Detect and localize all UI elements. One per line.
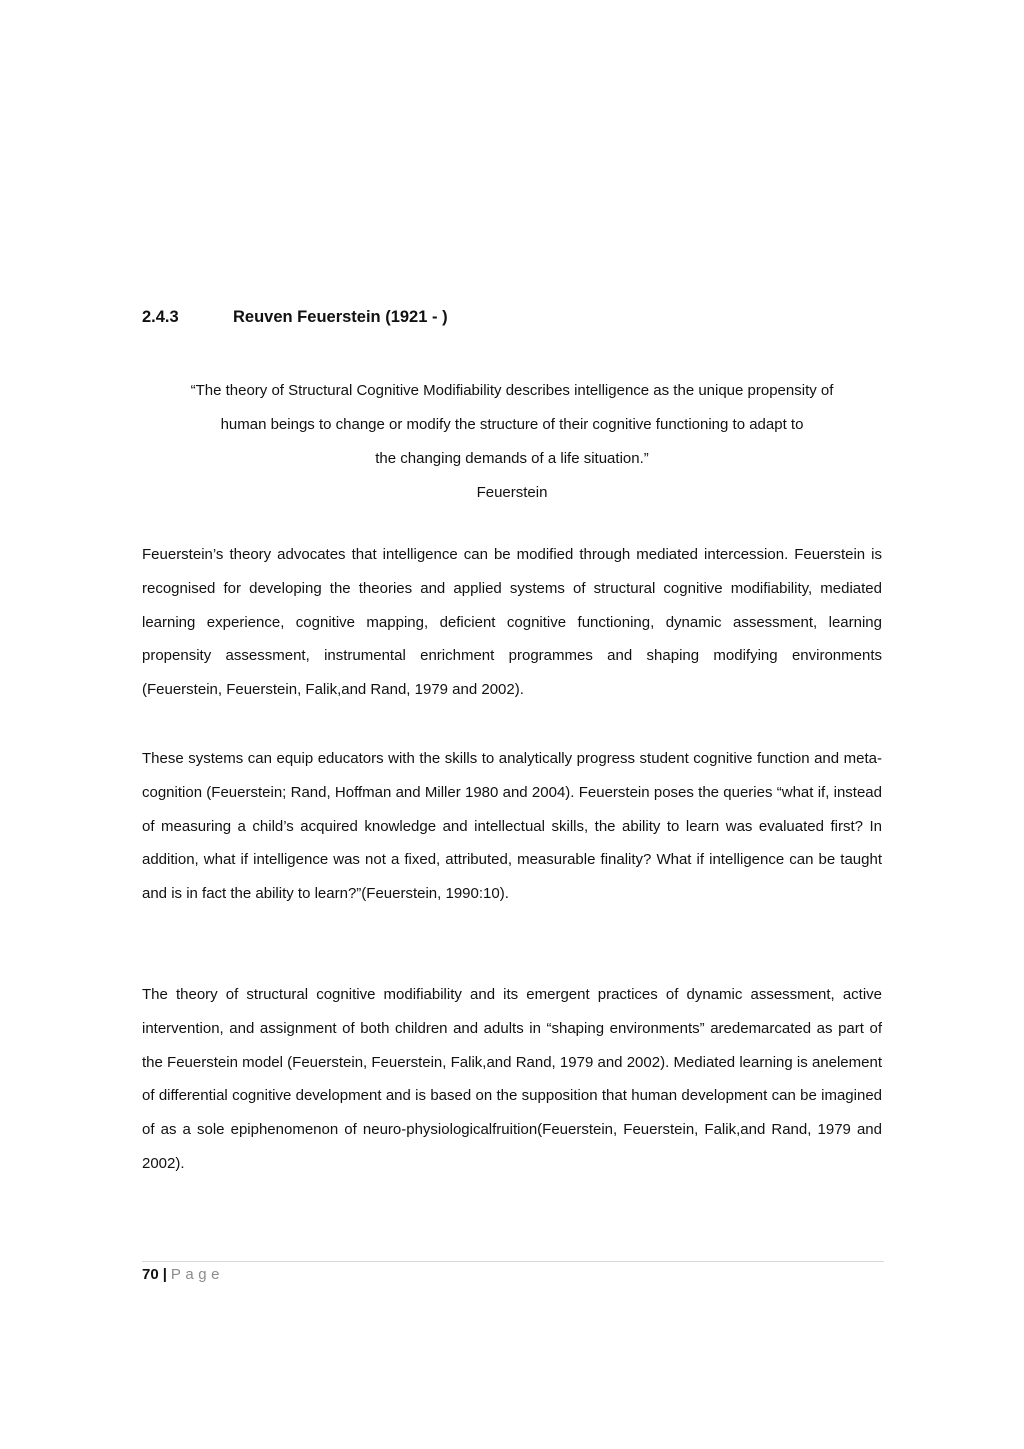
page-label: Page — [170, 1266, 224, 1283]
body-paragraph: Feuerstein’s theory advocates that intelligence can be modified through mediated intercession. Feuerstein is recognised for developing the theories and applied systems of structural cognitive modifiability, mediated learning experience, cognitive mapping, deficient cognitive functioning, dynamic assessment, learning propensity assessment, instrumental enrichment programmes and shaping modifying environments (Feuerstein, Feuerstein, Falik,and Rand, 1979 and 2002). — [142, 546, 882, 699]
quote-attribution: Feuerstein — [476, 484, 548, 501]
section-heading — [142, 308, 448, 327]
quote-line: human beings to change or modify the structure of their cognitive functioning to adapt to — [220, 416, 804, 433]
quote-line: “The theory of Structural Cognitive Modifiability describes intelligence as the unique propensity of — [190, 382, 834, 399]
quote-line: the changing demands of a life situation.” — [375, 450, 649, 467]
page-footer — [142, 1266, 224, 1283]
footer-separator: | — [162, 1266, 167, 1283]
footer-divider — [142, 1261, 884, 1262]
body-paragraph: These systems can equip educators with the skills to analytically progress student cognitive function and meta-cognition (Feuerstein; Rand, Hoffman and Miller 1980 and 2004). Feuerstein poses the queries “what if, instead of measuring a child’s acquired knowledge and intellectual skills, the ability to learn was evaluated first? In addition, what if intelligence was not a fixed, attributed, measurable finality? What if intelligence can be taught and is in fact the ability to learn?”(Feuerstein, 1990:10). — [142, 750, 882, 903]
section-title: Reuven Feuerstein (1921 - ) — [233, 308, 448, 326]
page-number: 70 — [142, 1266, 159, 1283]
body-paragraph: The theory of structural cognitive modifiability and its emergent practices of dynamic assessment, active intervention, and assignment of both children and adults in “shaping environments” aredemarcated as part of the Feuerstein model (Feuerstein, Feuerstein, Falik,and Rand, 1979 and 2002). Mediated learning is anelement of differential cognitive development and is based on the supposition that human development can be imagined of as a sole epiphenomenon of neuro-physiologicalfruition(Feuerstein, Feuerstein, Falik,and Rand, 1979 and 2002). — [142, 986, 882, 1172]
block-quote — [142, 374, 882, 510]
section-number: 2.4.3 — [142, 308, 179, 326]
